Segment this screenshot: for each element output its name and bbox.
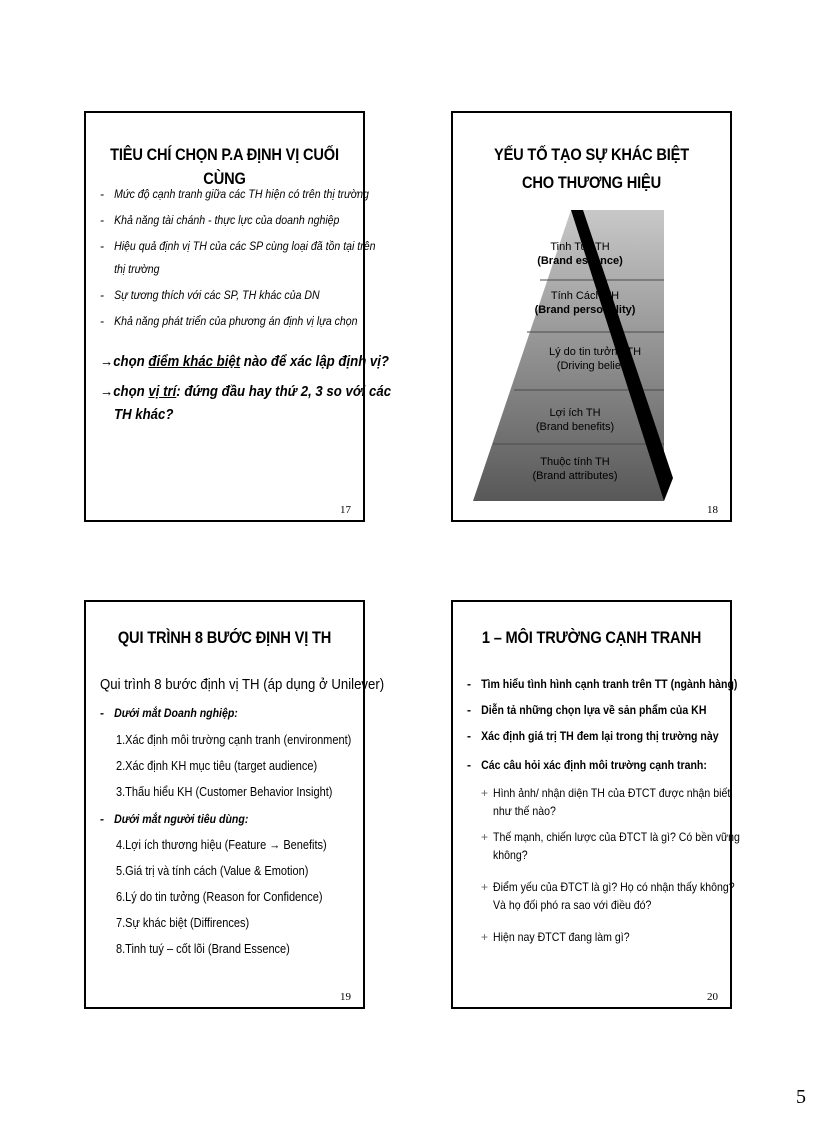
slide-number: 18 [707,504,718,516]
arrow-line-2-cont: TH khác? [114,406,174,423]
step: 4.Lợi ích thương hiệu (Feature → Benefits) [116,838,327,852]
slide-number: 20 [707,991,718,1003]
intro-text: Qui trình 8 bước định vị TH (áp dụng ở Unilever) [100,676,385,693]
slide-title: QUI TRÌNH 8 BƯỚC ĐỊNH VỊ TH [117,628,332,647]
slide-title: 1 – MÔI TRƯỜNG CẠNH TRANH [481,628,702,647]
bullet: - Tìm hiểu tình hình cạnh tranh trên TT (ngành hàng) [467,677,738,691]
slide-20 [451,600,740,1009]
pyramid-level-personality: Tính Cách TH (Brand personality) [534,290,636,316]
bullet: - Các câu hỏi xác định môi trường cạnh tranh: [467,758,707,772]
slide-number: 17 [340,504,351,516]
slide-title-line-2: CHO THƯƠNG HIỆU [522,173,661,192]
slide-19 [84,600,385,1009]
step: 3.Thấu hiểu KH (Customer Behavior Insight) [116,785,333,799]
arrow-line-2: →chọn vị trí: đứng đầu hay thứ 2, 3 so với các [100,383,392,400]
step: 5.Giá trị và tính cách (Value & Emotion) [116,864,309,878]
bullet: - Diễn tả những chọn lựa về sản phẩm của KH [467,703,707,717]
arrow-line-1: →chọn điểm khác biệt nào để xác lập định vị? [100,353,390,370]
step: 7.Sự khác biệt (Diffirences) [116,916,250,930]
slide-17 [84,111,392,522]
step: 2.Xác định KH mục tiêu (target audience) [116,759,318,773]
step: 8.Tinh tuý – cốt lõi (Brand Essence) [116,942,290,956]
slide-title: TIÊU CHÍ CHỌN P.A ĐỊNH VỊ CUỐI CÙNG [110,145,339,188]
pyramid-level-beliefs: Lý do tin tưởng TH (Driving beliefs) [548,346,642,372]
step: 1.Xác định môi trường cạnh tranh (environment) [116,733,352,747]
slide-18 [451,111,732,522]
group-heading: - Dưới mắt người tiêu dùng: [100,812,249,826]
page-number: 5 [796,1086,806,1108]
pyramid-level-attributes: Thuộc tính TH (Brand attributes) [532,456,618,482]
sub-bullet: + Thế mạnh, chiến lược của ĐTCT là gì? Có bền vững không? [481,830,740,862]
bullet: - Khả năng tài chánh - thực lực của doanh nghiệp [100,213,340,227]
sub-bullet: + Hiện nay ĐTCT đang làm gì? [481,930,630,944]
bullet: - Sự tương thích với các SP, TH khác của DN [100,288,320,302]
bullet: - Mức độ cạnh tranh giữa các TH hiện có trên thị trường [100,187,369,201]
bullet-continuation: thị trường [114,262,160,276]
bullet: - Khả năng phát triển của phương án định vị lựa chọn [100,314,358,328]
bullet: - Xác định giá trị TH đem lại trong thị trường này [467,729,719,743]
pyramid-level-essence: Tinh Tuý TH (Brand essence) [537,241,623,267]
pyramid-level-benefits: Lợi ích TH (Brand benefits) [535,407,615,433]
bullet: - Hiệu quả định vị TH của các SP cùng loại đã tồn tại trên [100,239,376,253]
group-heading: - Dưới mắt Doanh nghiệp: [100,706,238,720]
sub-bullet: + Điểm yếu của ĐTCT là gì? Họ có nhận thấy không? Và họ đối phó ra sao với điều đó? [481,880,735,912]
slide-title: YẾU TỐ TẠO SỰ KHÁC BIỆT [493,145,690,164]
sub-bullet: + Hình ảnh/ nhận diện TH của ĐTCT được nhận biết như thế nào? [481,786,731,818]
slide-number: 19 [340,991,351,1003]
step: 6.Lý do tin tưởng (Reason for Confidence) [116,890,323,904]
